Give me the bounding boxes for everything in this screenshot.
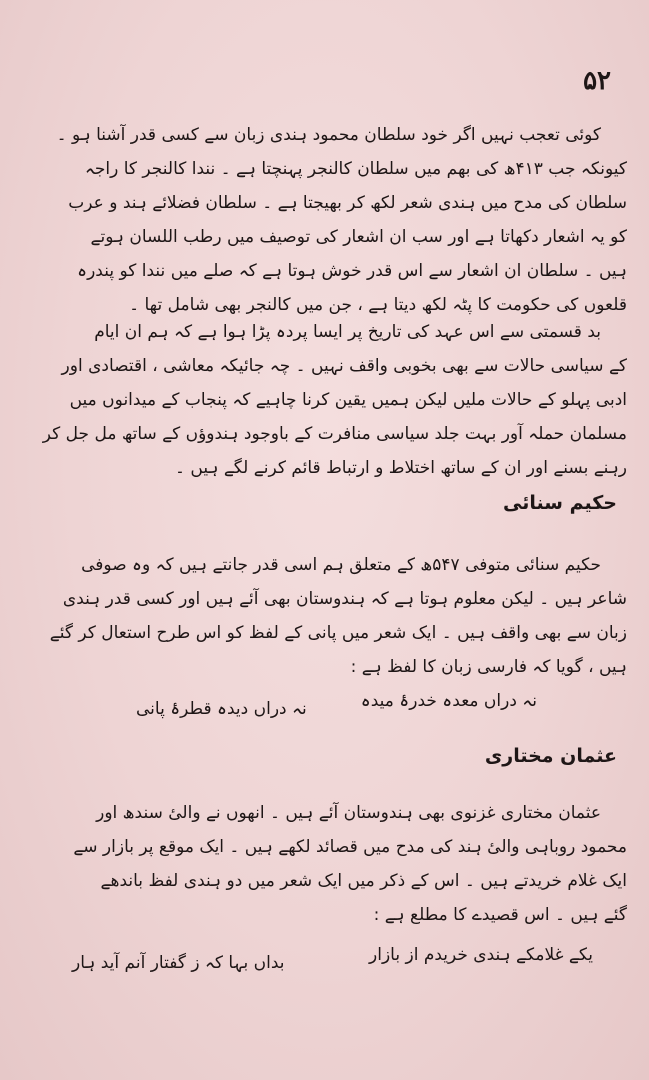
text-line: کیونکہ جب ۴۱۳ھ کی بھم میں سلطان کالنجر پہنچتا ہے ۔ نندا کالنجر کا راجہ [84,159,627,179]
text-line: شاعر ہیں ۔ لیکن معلوم ہوتا ہے کہ ہندوستان بھی آئے ہیں اور کسی قدر ہندی [62,589,627,609]
text-line: قلعوں کی حکومت کا پٹہ لکھ دیتا ہے ، جن میں کالنجر بھی شامل تھا ۔ [129,295,627,315]
text-line: گئے ہیں ۔ اس قصیدے کا مطلع ہے : [373,905,627,925]
verse-2-second-half: بداں بہا کہ ز گفتار آنم آید ہار [72,953,285,973]
paragraph-3 [22,548,627,684]
text-line: حکیم سنائی متوفی ۵۴۷ھ کے متعلق ہم اسی قدر جانتے ہیں کہ وہ صوفی [81,555,601,575]
text-line: ایک غلام خریدتے ہیں ۔ اس کے ذکر میں ایک شعر میں دو ہندی لفظ باندھے [100,871,627,891]
page-number: ۵۲ [583,66,611,96]
text-line: کو یہ اشعار دکھاتا ہے اور سب ان اشعار کی توصیف میں رطب اللسان ہوتے [90,227,627,247]
paragraph-4 [22,796,627,932]
text-line: ہیں ، گویا کہ فارسی زبان کا لفظ ہے : [350,657,627,677]
text-line: رہنے بسنے اور ان کے ساتھ اختلاط و ارتباط قائم کرنے لگے ہیں ۔ [175,458,627,478]
text-line: عثمان مختاری غزنوی بھی ہندوستان آئے ہیں ۔ انھوں نے والیٔ سندھ اور [96,803,601,823]
paragraph-2 [22,315,627,485]
text-line: بد قسمتی سے اس عہد کی تاریخ پر ایسا پردہ پڑا ہوا ہے کہ ہم ان ایام [94,322,601,342]
text-line: مسلمان حملہ آور بہت جلد سیاسی منافرت کے باوجود ہندوؤں کے ساتھ مل جل کر [42,424,627,444]
verse-1-second-half: نہ دراں دیدہ قطرۂ پانی [136,699,307,719]
text-line: کوئی تعجب نہیں اگر خود سلطان محمود ہندی زبان سے کسی قدر آشنا ہو ۔ [56,125,601,145]
section-heading: حکیم سنائی [503,492,617,514]
text-line: کے سیاسی حالات سے بھی بخوبی واقف نہیں ۔ چہ جائیکہ معاشی ، اقتصادی اور [61,356,627,376]
text-line: ادبی پہلو کے حالات ملیں لیکن ہمیں یقین کرنا چاہیے کہ پنجاب کے میدانوں میں [69,390,627,410]
verse-1-first-half: نہ دراں معدہ خدرۂ میدہ [360,691,537,711]
text-line: سلطان کی مدح میں ہندی شعر لکھ کر بھیجتا ہے ۔ سلطان فضلائے ہند و عرب [68,193,627,213]
text-line: محمود روباہی والیٔ ہند کی مدح میں قصائد لکھے ہیں ۔ ایک موقع پر بازار سے [73,837,627,857]
verse-2-first-half: یکے غلامکے ہندی خریدم از بازار [369,945,593,965]
text-line: زبان سے بھی واقف ہیں ۔ ایک شعر میں پانی کے لفظ کو اس طرح استعال کر گئے [49,623,627,643]
section-heading: عثمان مختاری [484,745,617,767]
text-line: ہیں ۔ سلطان ان اشعار سے اس قدر خوش ہوتا ہے کہ صلے میں نندا کو پندرہ [77,261,627,281]
paragraph-1 [22,118,627,322]
